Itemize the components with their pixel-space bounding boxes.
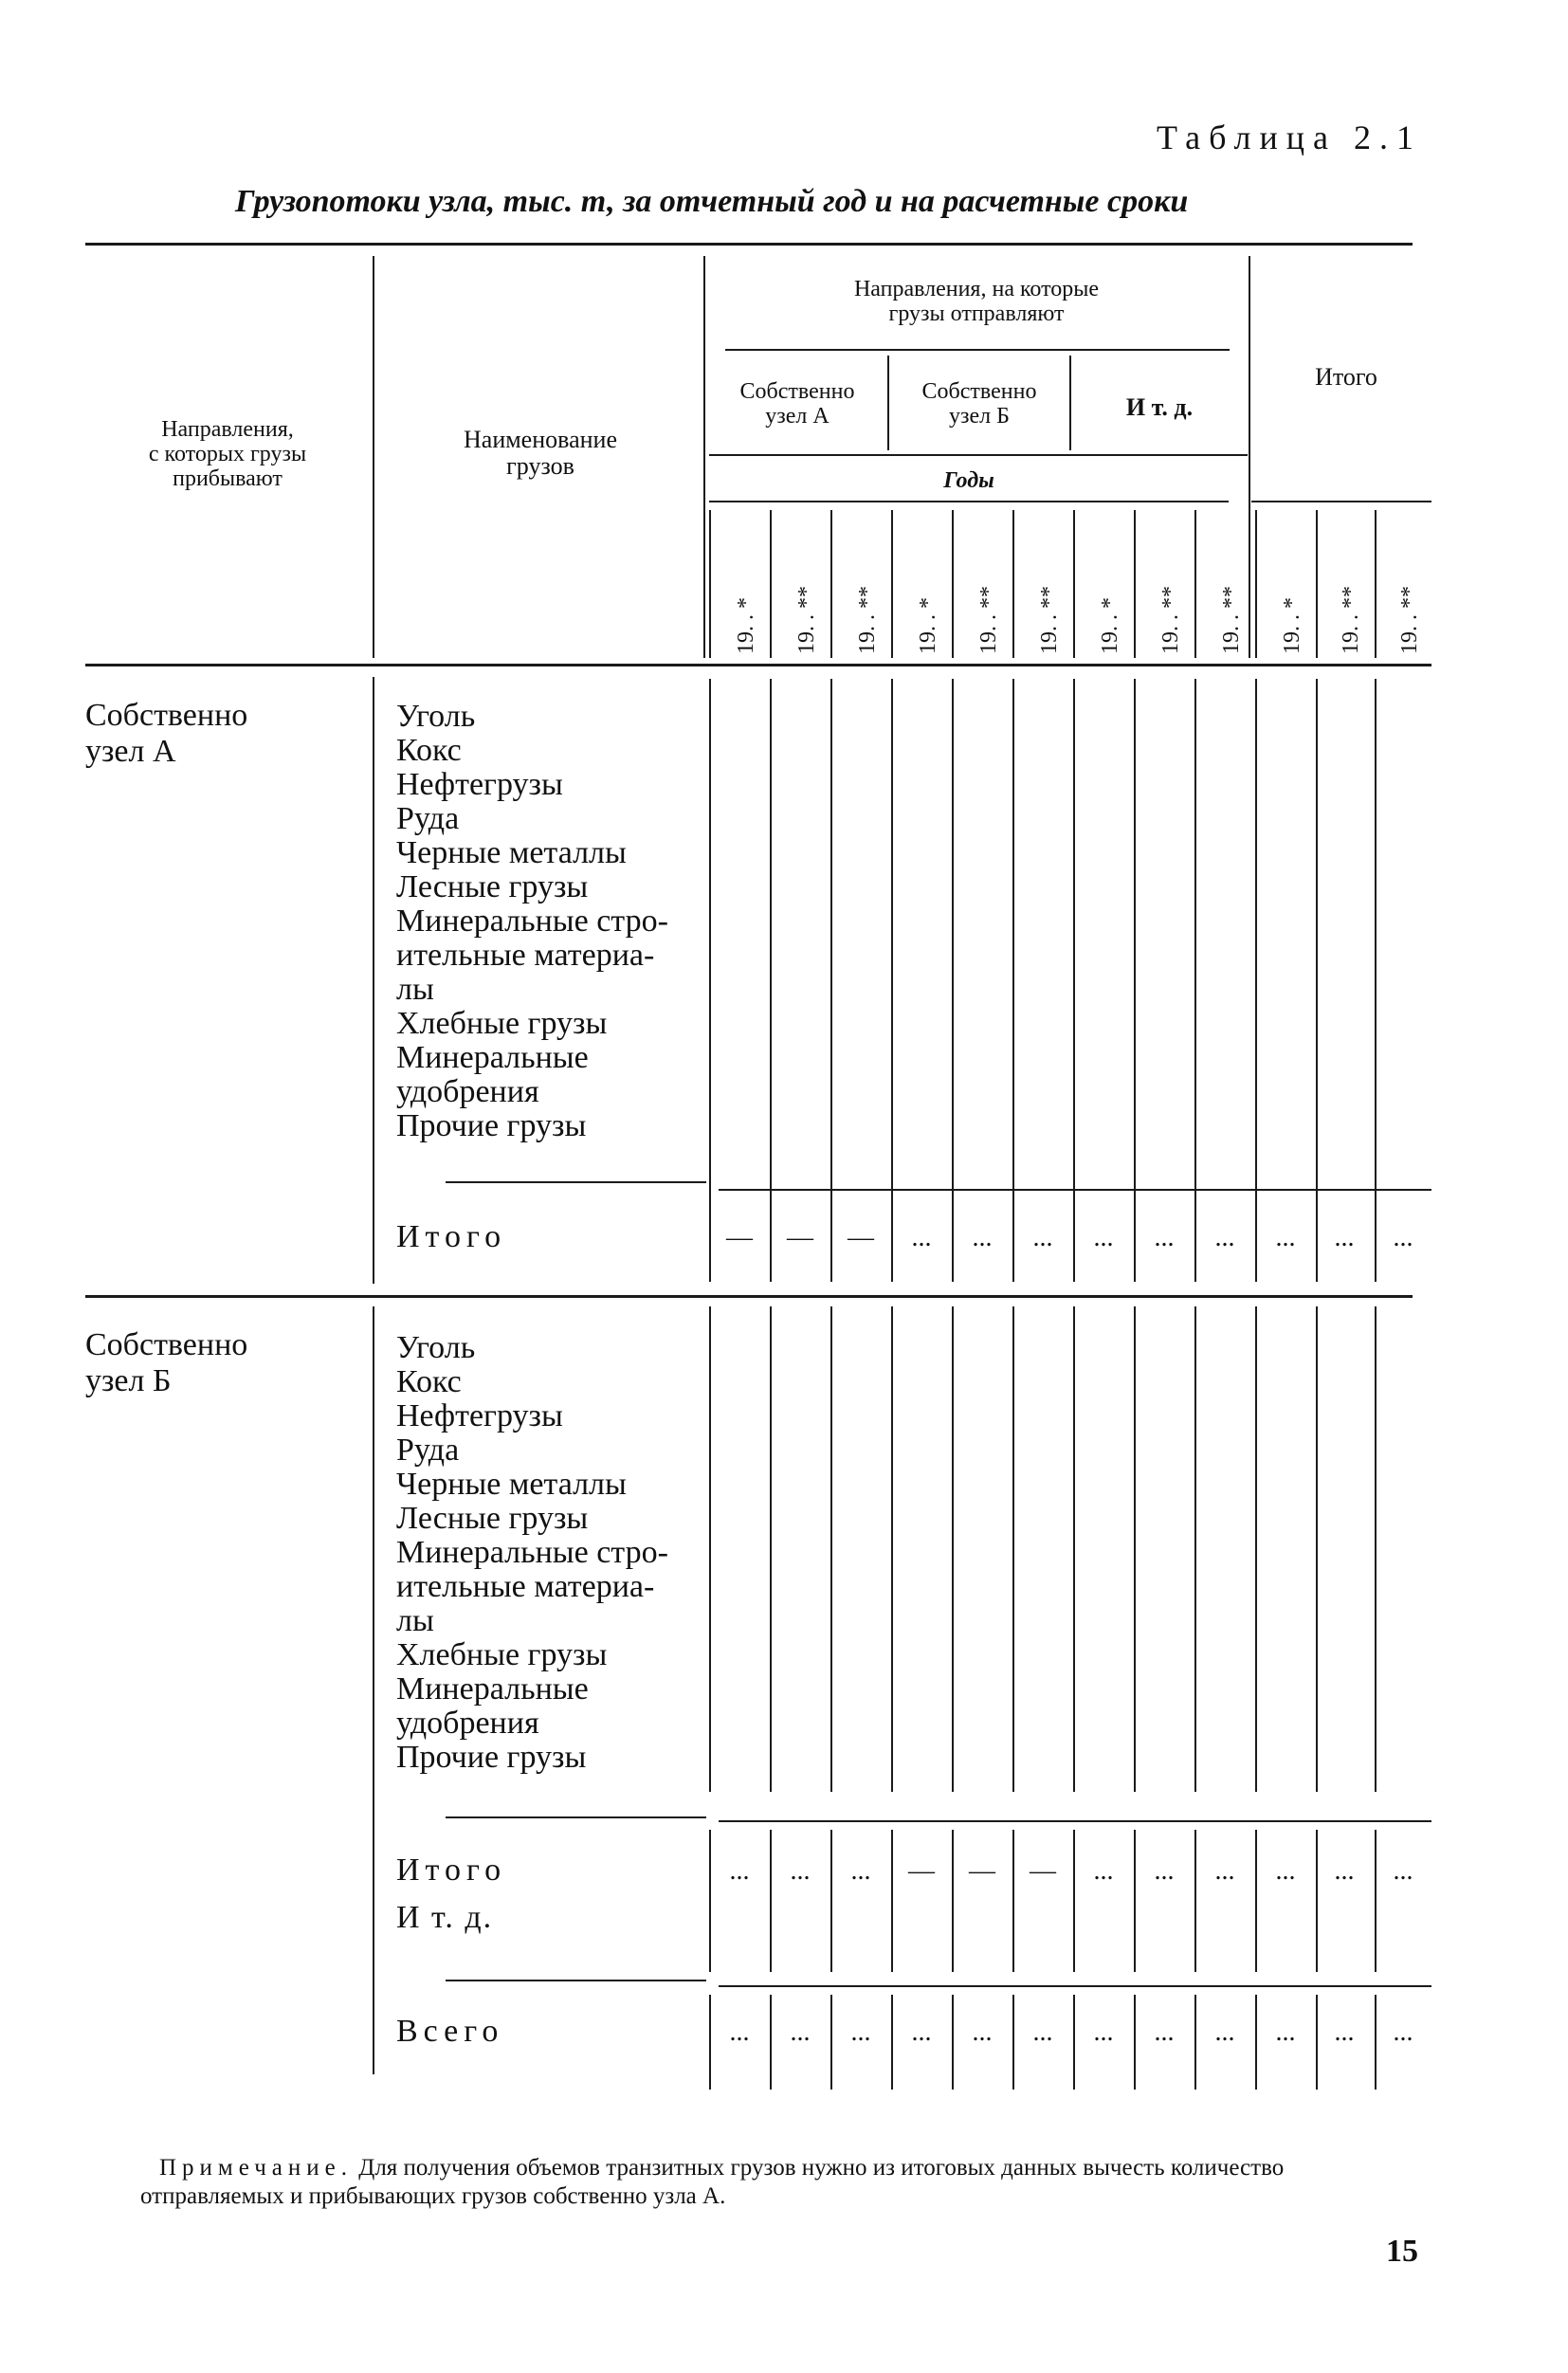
- header-years: Годы: [943, 468, 994, 493]
- section-rule: [85, 1295, 1413, 1298]
- year-col-label: 19. . **: [1397, 586, 1422, 654]
- data-col-line-b: [891, 1306, 893, 1792]
- cargo-item: ительные материа-: [396, 938, 655, 973]
- cargo-item: ительные материа-: [396, 1569, 655, 1604]
- total-rule-a: [719, 1189, 1431, 1191]
- cargo-item: Прочие грузы: [396, 1108, 587, 1143]
- section-a-total-label: Итого: [396, 1219, 507, 1254]
- year-col-divider: [1073, 510, 1075, 658]
- header-from: Направления, с которых грузы прибывают: [148, 417, 307, 491]
- years-rule-total: [1251, 501, 1431, 502]
- data-col-line-b: [1255, 1306, 1257, 1792]
- cargo-item: Минеральные стро-: [396, 904, 668, 939]
- header-dest-b: Собственно узел Б: [921, 379, 1037, 429]
- grand-total-cell: ...: [1032, 2017, 1053, 2047]
- cargo-item: лы: [396, 972, 434, 1007]
- total-cell-a: ...: [911, 1223, 932, 1252]
- header-cargo-name: Наименование грузов: [464, 426, 617, 480]
- total-cell-b: ...: [1154, 1856, 1175, 1886]
- section-a-label: Собственно узел А: [85, 698, 248, 769]
- data-col-line-b: [1012, 1306, 1014, 1792]
- cargo-item: удобрения: [396, 1706, 539, 1741]
- dest-header-rule: [709, 454, 1248, 456]
- col-divider-1-a: [373, 677, 374, 1284]
- total-cell-b: ...: [850, 1856, 871, 1886]
- cargo-item: Черные металлы: [396, 835, 627, 870]
- year-col-label: 19. . **: [794, 586, 819, 654]
- grand-total-cell: ...: [1393, 2017, 1413, 2047]
- years-rule: [709, 501, 1229, 502]
- year-col-label: 19. . **: [1219, 586, 1244, 654]
- total-cell-a: —: [848, 1223, 874, 1252]
- cargo-item: Руда: [396, 1433, 460, 1468]
- col-divider-1-b: [373, 1306, 374, 2074]
- data-col-line-b-total: [1255, 1830, 1257, 1972]
- total-cell-a: —: [726, 1223, 753, 1252]
- note-label: Примечание.: [159, 2155, 354, 2181]
- cargo-item: Хлебные грузы: [396, 1006, 608, 1041]
- cargo-item: Нефтегрузы: [396, 767, 563, 802]
- grand-total-label: Всего: [396, 2014, 504, 2049]
- year-col-divider: [891, 510, 893, 658]
- table-caption: Таблица 2.1: [1157, 119, 1422, 156]
- cargo-item: Нефтегрузы: [396, 1398, 563, 1433]
- col-divider-2-head: [703, 256, 705, 658]
- year-col-divider: [770, 510, 772, 658]
- cargo-item: Лесные грузы: [396, 1501, 589, 1536]
- grand-total-cell: ...: [1154, 2017, 1175, 2047]
- total-cell-a: ...: [1393, 1223, 1413, 1252]
- total-rule-b: [719, 1820, 1431, 1822]
- data-col-line-b: [1194, 1306, 1196, 1792]
- cargo-item: Прочие грузы: [396, 1740, 587, 1775]
- year-col-divider: [830, 510, 832, 658]
- cargo-item: Руда: [396, 801, 460, 836]
- data-col-line-a: [1073, 679, 1075, 1282]
- total-cell-a: ...: [1093, 1223, 1114, 1252]
- data-col-line-a: [1316, 679, 1318, 1282]
- total-cell-b: —: [1030, 1856, 1056, 1886]
- data-col-line-b: [1316, 1306, 1318, 1792]
- section-b-label: Собственно узел Б: [85, 1327, 248, 1398]
- data-col-line-a: [952, 679, 954, 1282]
- total-cell-b: ...: [1393, 1856, 1413, 1886]
- data-col-line-b-total: [952, 1830, 954, 1972]
- data-col-line-b-total: [709, 1830, 711, 1972]
- data-col-line-a: [1012, 679, 1014, 1282]
- data-col-line-b: [1134, 1306, 1136, 1792]
- table-title: Грузопотоки узла, тыс. т, за отчетный год и на расчетные сроки: [235, 184, 1189, 219]
- header-total: Итого: [1315, 363, 1377, 391]
- cargo-item: Хлебные грузы: [396, 1637, 608, 1672]
- total-cell-a: —: [787, 1223, 813, 1252]
- year-col-divider: [1134, 510, 1136, 658]
- year-col-divider: [709, 510, 711, 658]
- total-cell-b: ...: [1093, 1856, 1114, 1886]
- grand-total-cell: ...: [850, 2017, 871, 2047]
- cargo-item: удобрения: [396, 1074, 539, 1109]
- cargo-item: Лесные грузы: [396, 869, 589, 904]
- data-col-line-a: [891, 679, 893, 1282]
- data-col-line-b: [770, 1306, 772, 1792]
- data-col-line-a: [770, 679, 772, 1282]
- data-col-line-a: [1255, 679, 1257, 1282]
- total-cell-a: ...: [1032, 1223, 1053, 1252]
- grand-total-cell: ...: [1093, 2017, 1114, 2047]
- table-top-rule: [85, 243, 1413, 246]
- grand-total-cell: ...: [1334, 2017, 1355, 2047]
- data-col-line-b-total: [1316, 1830, 1318, 1972]
- total-cell-b: ...: [1275, 1856, 1296, 1886]
- year-col-label: 19. . *: [734, 597, 758, 654]
- data-col-line-a: [1134, 679, 1136, 1282]
- data-col-line-b-total: [1012, 1830, 1014, 1972]
- data-col-line-b: [1073, 1306, 1075, 1792]
- cargo-item: Минеральные: [396, 1040, 589, 1075]
- year-col-label: 19. . **: [855, 586, 880, 654]
- total-cell-a: ...: [1334, 1223, 1355, 1252]
- total-cell-a: ...: [1275, 1223, 1296, 1252]
- data-col-line-b: [709, 1306, 711, 1792]
- data-col-line-b-total: [1375, 1830, 1377, 1972]
- total-cell-b: ...: [729, 1856, 750, 1886]
- total-cell-b: ...: [1334, 1856, 1355, 1886]
- data-col-line-b-total: [891, 1830, 893, 1972]
- cargo-item: Уголь: [396, 1330, 476, 1365]
- grand-total-cell: ...: [729, 2017, 750, 2047]
- total-cell-b: —: [908, 1856, 935, 1886]
- grand-total-cell: ...: [972, 2017, 993, 2047]
- year-col-divider: [1012, 510, 1014, 658]
- data-col-line-b: [952, 1306, 954, 1792]
- year-col-divider: [1255, 510, 1257, 658]
- header-dest-etc: И т. д.: [1125, 393, 1194, 421]
- grand-total-cell: ...: [911, 2017, 932, 2047]
- total-cell-a: ...: [1154, 1223, 1175, 1252]
- total-rule-grand: [719, 1985, 1431, 1987]
- year-col-divider: [1194, 510, 1196, 658]
- cargo-rule-a: [446, 1181, 706, 1183]
- data-col-line-b-total: [1073, 1830, 1075, 1972]
- total-cell-a: ...: [1214, 1223, 1235, 1252]
- year-col-label: 19. . **: [1037, 586, 1062, 654]
- grand-total-cell: ...: [790, 2017, 811, 2047]
- col-divider-3-head: [1249, 256, 1250, 658]
- year-col-divider: [1375, 510, 1377, 658]
- data-col-line-a: [1375, 679, 1377, 1282]
- cargo-item: Черные металлы: [396, 1467, 627, 1502]
- data-col-line-a: [830, 679, 832, 1282]
- year-col-label: 19. . **: [1158, 586, 1183, 654]
- col-divider-1-head: [373, 256, 374, 658]
- grand-total-cell: ...: [1275, 2017, 1296, 2047]
- cargo-item: лы: [396, 1603, 434, 1638]
- year-col-divider: [1316, 510, 1318, 658]
- etc-label: И т. д.: [396, 1900, 494, 1935]
- dest-divider-1: [887, 356, 889, 450]
- year-col-label: 19. . *: [1098, 597, 1122, 654]
- total-cell-a: ...: [972, 1223, 993, 1252]
- section-a-cargo-list: [396, 700, 709, 1143]
- header-to: Направления, на которые грузы отправляют: [853, 277, 1100, 326]
- section-b-total-label: Итого: [396, 1853, 507, 1888]
- cargo-item: Кокс: [396, 733, 462, 768]
- year-col-label: 19. . *: [916, 597, 940, 654]
- page-number: 15: [1386, 2234, 1418, 2269]
- cargo-item: Уголь: [396, 699, 476, 734]
- header-dest-a: Собственно узел А: [739, 379, 855, 429]
- total-cell-b: —: [969, 1856, 995, 1886]
- total-cell-b: ...: [790, 1856, 811, 1886]
- table-note: [140, 2154, 1430, 2211]
- data-col-line-b-total: [770, 1830, 772, 1972]
- cargo-rule-b: [446, 1816, 706, 1818]
- header-bottom-rule: [85, 664, 1431, 666]
- data-col-line-b: [1375, 1306, 1377, 1792]
- data-col-line-b-total: [1194, 1830, 1196, 1972]
- cargo-item: Минеральные стро-: [396, 1535, 668, 1570]
- section-b-cargo-list: [396, 1331, 709, 1775]
- grand-total-cell: ...: [1214, 2017, 1235, 2047]
- cargo-item: Кокс: [396, 1364, 462, 1399]
- data-col-line-b-total: [830, 1830, 832, 1972]
- year-col-label: 19. . *: [1280, 597, 1304, 654]
- total-cell-b: ...: [1214, 1856, 1235, 1886]
- year-col-label: 19. . **: [976, 586, 1001, 654]
- cargo-rule-grand: [446, 1980, 706, 1981]
- year-col-divider: [952, 510, 954, 658]
- data-col-line-a: [709, 679, 711, 1282]
- note-text: Для получения объемов транзитных грузов нужно из итоговых данных вычесть количество отправляемых и прибывающих грузов собственно узла А.: [140, 2155, 1285, 2209]
- to-header-rule: [725, 349, 1230, 351]
- data-col-line-a: [1194, 679, 1196, 1282]
- cargo-item: Минеральные: [396, 1671, 589, 1707]
- data-col-line-b: [830, 1306, 832, 1792]
- data-col-line-b-total: [1134, 1830, 1136, 1972]
- year-col-label: 19. . **: [1339, 586, 1363, 654]
